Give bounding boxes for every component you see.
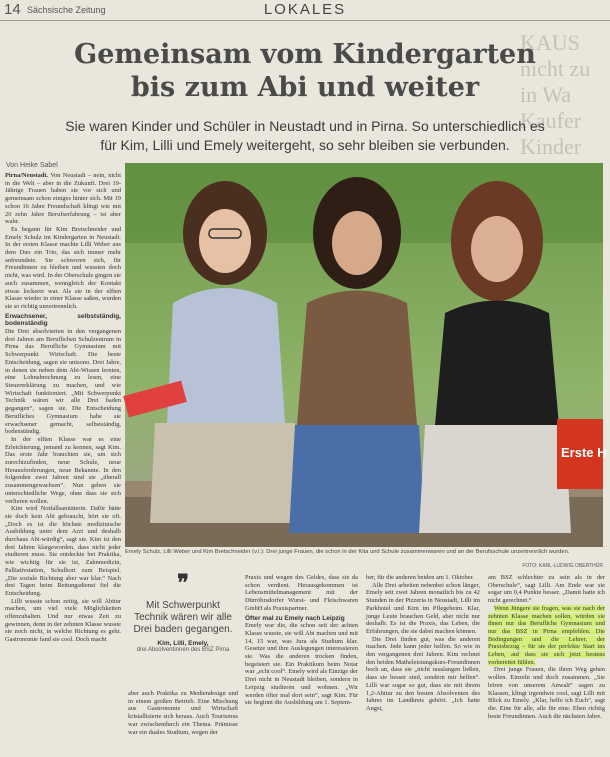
paragraph: aber auch Praktika zu Mediendesign und in einem großen Betrieb. Eine Mischung aus Gastronomie und Wirtschaft kristallisierte sich heraus. Auch Tourismus war zwischendurch ein Thema. Prämisse war ein duales Studium, wegen der: [128, 690, 238, 736]
paragraph: am BSZ schlechter zu sein als in der Oberschule“, sagt Lilli. Am Ende war sie sogar um 0,4 Punkte besser. „Damit hatte ich nicht gerechnet.“: [488, 574, 605, 605]
newspaper-name: Sächsische Zeitung: [27, 5, 106, 15]
column-2: [128, 690, 238, 755]
subheadline-line: für Kim, Lilli und Emely weitergeht, so sehr bleiben sie verbunden.: [100, 137, 510, 153]
highlighted-paragraph: [488, 605, 605, 667]
paragraph: In der elften Klasse war es eine Erleichterung, jemand zu kennen, sagt Kim. Das erste Jahr brauchten sie, um sich zurechtzufinden, neue Schule, neue Herausforderungen, neue Bekannte. In den folgenden zwei Jahren sind sie „überall zusammengewachsen“. Nun gehen sie unterschiedliche Wege, ohne dass sie sich verlieren wollen.: [5, 435, 121, 505]
headline-line: bis zum Abi und weiter: [130, 72, 480, 103]
paragraph: Es begann für Kim Bretschneider und Emely Schulz im Kindergarten in Neustadt. In der ersten Klasse machte Lilli Weber aus dem Duo ein Trio, das sich immer mehr anfreundete. Sie schworen sich, für Freundinnen zu bleiben und wussten doch nicht, was wird. In der Oberschule gingen sie auch zusammen, wenngleich der Kontakt etwas lockerer war. Als sie in der elften Klasse wieder in einer Klasse saßen, wurden sie so richtig unzertrennlich.: [5, 225, 121, 310]
ghost-line: Kinder: [520, 134, 582, 159]
paragraph: Die Drei absolvierten in den vergangenen drei Jahren am Beruflichen Schulzentrum in Pirna das Berufliche Gymnasium mit Schwerpunkt Wirtschaft. Die beste Entscheidung, sagen sie unisono. Drei Jahre, in denen sie neben dem Abi-Wissen lernten, eine Lohnabrechnung zu lesen, eine Steuererklärung zu machen, und wie Wirtschaft funktioniert. „Mit Schwerpunkt Technik wären wir alle Drei baden gegangen“, sagen sie. Die Entscheidung Berufliches Gymnasium habe sie erwachsener gemacht, selbstständig, bodenständig.: [5, 328, 121, 436]
quote-role: drei Absolventinnen des BSZ Pirna: [136, 647, 230, 653]
column-1: [5, 172, 121, 755]
column-3: [245, 574, 358, 755]
quote-mark-icon: ❞: [177, 570, 189, 596]
article-subheadline: [60, 117, 550, 155]
quote-author: Kim, Lilli, Emely,: [157, 640, 209, 647]
dateline: Pirna/Neustadt.: [5, 172, 49, 179]
article-headline: [20, 38, 590, 104]
ghost-line: Kaufer: [520, 108, 582, 133]
paragraph: Drei junge Frauen, die ihren Weg gehen wollen. Einzeln und doch zusammen. „Sie hören von unserem Anwalt“ sagen zu Klassen, klingt irgendwie cool, sagt Lilli mit Blick zu Emely. „Klar, helfe ich Euch“, sagt die. Eine für alle, alle für eine. Eben richtig beste Freundinnen. Auch die nächsten Jahre.: [488, 666, 605, 720]
page-header: [0, 0, 610, 20]
subheading: Öfter mal zu Emely nach Leipzig: [245, 614, 345, 622]
photo-illustration: [125, 163, 607, 547]
byline: Von Heike Sabel: [6, 162, 58, 169]
paragraph: Emely war die, die schon seit der achten Klasse wusste, sie will Abi machen und mit 14, 15 war, was Jura als Studium klar. Gesetze und ihre Auslegungen interessieren sie. Was die anderen trocken finden, begeistert sie. Ein Praktikum beim Notar war „echt cool“. Emely wird als Einzige der Drei nicht in Neustadt bleiben, sondern in Leipzig studieren und wohnen. „Wir werden öfter mal dort sein“, sagt Kim. Für sie beginnt die Ausbildung am 1. Septem-: [245, 622, 358, 707]
first-aid-sign: Erste H: [561, 445, 607, 460]
ghost-line: nicht zu: [520, 56, 591, 81]
subheading: Erwachsener, selbstständig, bodenständig: [5, 312, 121, 328]
page-number: 14: [4, 1, 21, 18]
paragraph: Kim wird Notfallsanitäterin. Dafür hätte sie doch kein Abi gebraucht, hört sie oft. „Doch es ist die höchste medizinische Ausbildung unter dem Arzt und deshalb durchaus Abi-würdig“, sagt sie. Kim ist den drei Jahren klargeworden, dass nicht jeder studieren muss. Sie entdeckte bei Praktika, wie wichtig für sie ist, Zahnmedizin, Palliativstation, Schulhort zum Beispiel. „Die soziale Richtung aber war klar.“ Nach drei Tagen beim Rettungsdienst fiel die Entscheidung.: [5, 505, 121, 597]
paragraph: Alle Drei arbeiten nebenbei schon länger, Emely seit zwei Jahren monatlich bis zu 42 Stunden in der Pizzeria in Neustadt, Lilli im Parkhotel und Kim im Pflegeheim. Klar, junge Leute brauchen Geld, aber nicht nur deshalb. Es ist die Praxis, das Leben, die Erfahrungen, die sie dabei machen können.: [366, 581, 480, 635]
lead-paragraph: [5, 172, 121, 226]
highlighted-text: Wenn Jüngere sie fragen, was sie nach der zehnten Klasse machen sollen, würden sie ihnen nur das Berufliche Gymnasium und nur das BSZ in Pirna empfehlen. Die Bedingungen und die Lehrer, der Praxisbezug – für sie der perfekte Start ins Leben, auf dass sie sich jetzt bestens vorbereitet fühlen.: [488, 604, 605, 666]
photo-credit: FOTO: KARL-LUDWIG OBERTHÜR: [522, 563, 603, 569]
ghost-line: KAUS: [520, 30, 580, 55]
photo-caption: Emely Schulz, Lilli Weber und Kim Bretschneider (v.l.): Drei junge Frauen, die schon in der Kita und Schule zusammenwaren und an der Berufsschule unzertrennlich wurden.: [125, 549, 570, 555]
lead-text: Von Neustadt – nein, nicht in die Welt – aber in die Zukunft. Drei 19-Jährige Frauen haben sie vor sich und gemeinsam schon einiges hinter sich. Mit 19 schon 16 Jahre Freundschaft klingt wie mit 20 zehn Jahre Berufserfahrung – ist aber wahr.: [5, 172, 121, 226]
paragraph: Lilli wusste schon zeitig, sie will Abitur machen, um viel viele Möglichkeiten offenzuhalten. Und nur etwas Zeit zu gewinnen, denn in der zehnten Klasse wusste sie noch nicht, in welche Richtung es geht. Gastronomie fand sie cool. Doch macht: [5, 597, 121, 644]
paragraph: ber, für die anderen beiden am 1. Oktober.: [366, 574, 474, 581]
quote-text: Mit Schwerpunkt Technik wären wir alle Drei baden gegangen.: [133, 600, 233, 635]
headline-line: Gemeinsam vom Kindergarten: [74, 39, 536, 70]
subheadline-line: Sie waren Kinder und Schüler in Neustadt und in Pirna. So unterschiedlich es: [65, 118, 545, 134]
paragraph: Die Drei finden gut, was die anderen machen. Jede kann jeder helfen. So wie in den vergangenen drei Jahren. Kim rechnet den beiden Matheleistungskurs-Freundinnen hoch an, dass sie „nicht rauslangen ließen, dass sie besser sind, sondern mir helfen“. Lilli war sogar so gut, dass sie mit ihrem 1,2-Abitur zu den besten Absolventen des Jahres im Landkreis gehört. „Ich hatte Angst,: [366, 635, 480, 712]
column-4: [366, 574, 480, 755]
pull-quote: [128, 572, 238, 684]
paragraph: Praxis und wegen des Geldes, dass sie da schon verdient. Herausgekommen ist Lebensmittelmanagement mit der Dürröhrsdorfer Wurst- und Fleischwaren GmbH als Praxispartner.: [245, 574, 358, 612]
column-5: [488, 574, 605, 755]
article-photo: [125, 163, 607, 547]
ghost-line: in Wa: [520, 82, 571, 107]
section-title: LOKALES: [263, 1, 347, 18]
header-rule: [0, 20, 610, 21]
